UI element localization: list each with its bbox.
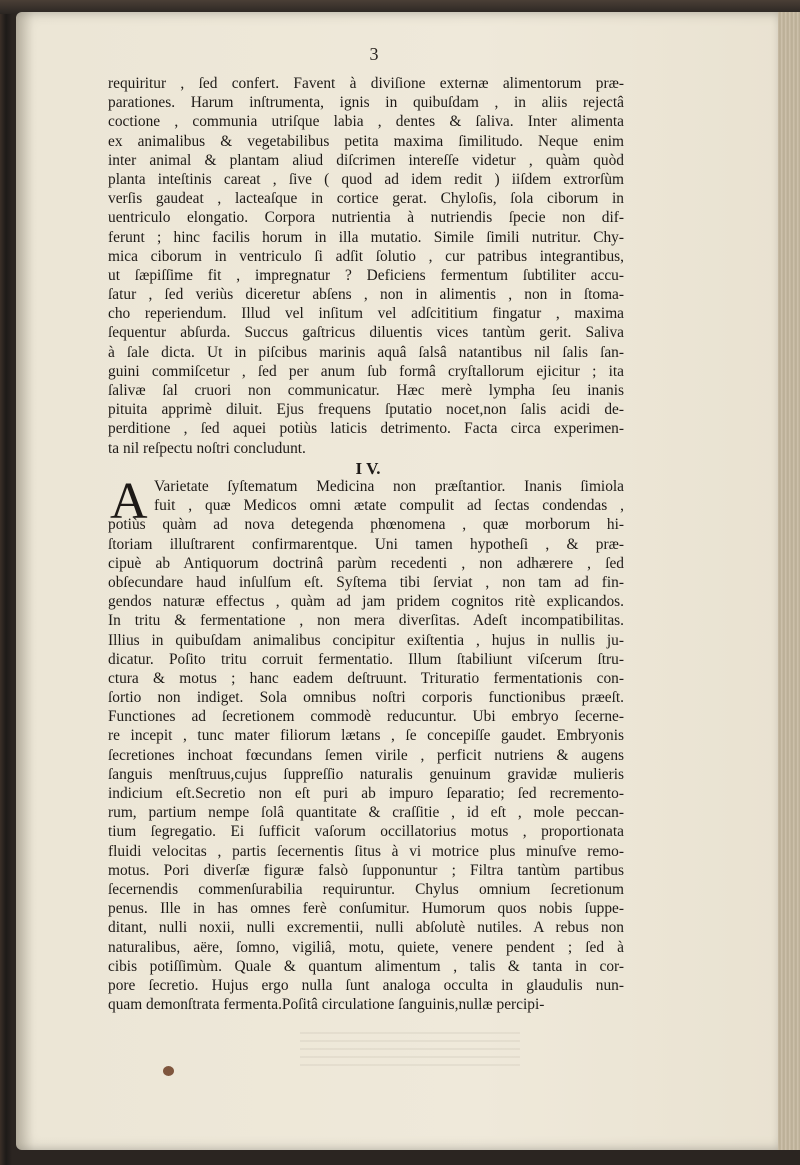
text-line: potiùs quàm ad nova detegenda phœnomena , quæ morborum hi-	[108, 516, 624, 534]
text-line: parationes. Harum inſtrumenta, ignis in quibuſdam , in aliis rejectâ	[108, 94, 624, 112]
text-line: re incepit , tunc mater filiorum lætans , ſe concepiſſe gaudet. Embryonis	[108, 727, 624, 745]
text-line: penus. Ille in has omnes ferè conſumitur. Humorum quos nobis ſuppe-	[108, 900, 624, 918]
text-line: mica ciborum in ventriculo ſi adſit ſolutio , cur patribus integrantibus,	[108, 247, 624, 265]
page-stack-edge	[778, 12, 800, 1150]
text-line: rum, partium nempe ſolâ quantitate & craſſitie , id eſt , mole peccan-	[108, 804, 624, 822]
text-line: tium ſegregatio. Ei ſufficit vaſorum occillatorius motus , proportionata	[108, 823, 624, 841]
text-line: Illius in quibuſdam animalibus concipitur exiſtentia , hujus in nullis ju-	[108, 631, 624, 649]
text-line: ſtoriam illuſtrarent confirmarentque. Uni tamen hypotheſi , & præ-	[108, 535, 624, 553]
paragraph-2	[108, 473, 624, 1014]
text-line: requiritur , ſed confert. Favent à diviſione externæ alimentorum præ-	[108, 75, 624, 92]
text-line: Varietate ſyſtematum Medicina non præſtantior. Inanis ſimiola	[154, 478, 624, 495]
text-line: ſanguis menſtruus,cujus ſuppreſſio naturalis genuinum gravidæ mulieris	[108, 765, 624, 783]
text-line: guini commiſcetur , ſed per anum ſub formâ cryſtallorum ejicitur ; ita	[108, 362, 624, 380]
text-line: ctura & motus ; hanc eadem deſtruunt. Trituratio fermentationis con-	[108, 669, 624, 687]
text-line: ſalivæ ſal cruori non communicatur. Hæc merè lympha ſeu inanis	[108, 382, 624, 399]
text-line: perditione , ſed aquei potiùs laticis detrimento. Facta circa experimen-	[108, 420, 624, 438]
text-line: inter animal & plantam aliud diſcrimen intereſſe videtur , quàm quòd	[108, 151, 624, 169]
text-line: ex animalibus & vegetabilibus petita maxima ſimilitudo. Neque enim	[108, 132, 624, 150]
ink-show-through	[300, 1032, 520, 1072]
text-line: cho reperiendum. Illud vel inſitum vel adſcititium fingatur , maxima	[108, 305, 624, 323]
text-line: dicatur. Poſito tritu corruit fermentatio. Illum ſtabiliunt viſcerum ſtru-	[108, 650, 624, 668]
text-line: obſecundare haud inſulſum eſt. Syſtema tibi ſerviat , non tam ad fin-	[108, 573, 624, 591]
section-heading: I V.	[355, 459, 381, 478]
text-line: indicium eſt.Secretio non eſt puri ab impuro ſeparatio; ſed recremento-	[108, 785, 624, 802]
text-line: fluidi velocitas , partis ſecernentis ſitus à vi motrice plus minuſve remo-	[108, 842, 624, 860]
text-line: ſequentur abſurda. Succus gaſtricus diluentis vices tantùm gerit. Saliva	[108, 324, 624, 342]
text-line: quam demonſtrata fermenta.Poſitâ circulatione ſanguinis,nullæ percipi-	[108, 996, 545, 1014]
text-line: In tritu & fermentatione , non mera diverſitas. Adeſt incompatibilitas.	[108, 612, 624, 630]
text-line: fuit , quæ Medicos omni ætate compulit ad ſectas condendas ,	[154, 497, 624, 515]
text-line: ſatur , ſed veriùs diceretur abſens , non in alimentis , non in ſtoma-	[108, 286, 624, 304]
text-line: gendos naturæ effectus , quàm ad jam pridem cognitos ritè explicandos.	[108, 593, 624, 611]
text-line: ſortio non indiget. Sola omnibus noſtri corporis functionibus præeſt.	[108, 689, 624, 707]
text-line: motus. Pori diverſæ figuræ falsò ſupponuntur ; Filtra tantùm partibus	[108, 861, 624, 879]
text-line: ferunt ; hinc facilis horum in illa mutatio. Simile ſimili nutritur. Chy-	[108, 228, 624, 246]
text-line: ut ſæpiſſime fit , impregnatur ? Deficiens fermentum ſubtiliter accu-	[108, 266, 624, 284]
page-number: 3	[369, 44, 379, 64]
text-line: naturalibus, aëre, ſomno, vigiliâ, motu, quiete, venere pendent ; ſed à	[108, 938, 624, 956]
drop-cap-letter: A	[110, 473, 148, 530]
ink-stain-mark	[163, 1066, 174, 1076]
text-line: pore ſecretio. Hujus ergo nulla ſunt analoga occulta in glaudulis nun-	[108, 976, 624, 994]
text-line: à ſale dicta. Ut in piſcibus marinis aquâ ſalsâ natantibus nil ſalis ſan-	[108, 343, 624, 361]
text-line: verſis gaudeat , lacteaſque in cortice gerat. Chyloſis, ſola ciborum in	[108, 190, 624, 208]
text-line: ſecernendis commenſurabilia requiruntur. Chylus omnium ſecretionum	[108, 880, 624, 898]
text-line: ſecretiones inchoat fœcundans ſemen virile , perficit nutriens & augens	[108, 746, 624, 764]
text-line: uentriculo elongatio. Corpora nutrientia à nutriendis ſpecie non dif-	[108, 209, 624, 227]
text-line: ditant, nulli noxii, nulli excrementii, nulli abſolutè nutiles. A rebus non	[108, 919, 624, 937]
text-line: ta nil reſpectu noſtri concludunt.	[108, 439, 306, 457]
text-line: coctione , communia utriſque labia , dentes & ſaliva. Inter alimenta	[108, 113, 624, 131]
paragraph-1	[108, 74, 624, 458]
text-line: planta inteſtinis careat , ſive ( quod ad idem redit ) iiſdem extrorſùm	[108, 170, 624, 188]
text-line: Functiones ad ſecretionem commodè reducuntur. Ubi embryo ſecerne-	[108, 708, 624, 726]
text-line: cipuè ab Antiquorum doctrinâ parùm recedenti , non adhærere , ſed	[108, 554, 624, 572]
text-line: cibis potiſſimùm. Quale & quantum alimentum , talis & tanta in cor-	[108, 957, 624, 975]
text-line: pituita apprimè diluit. Ejus frequens ſputatio nocet,non ſalis acidi de-	[108, 401, 624, 419]
